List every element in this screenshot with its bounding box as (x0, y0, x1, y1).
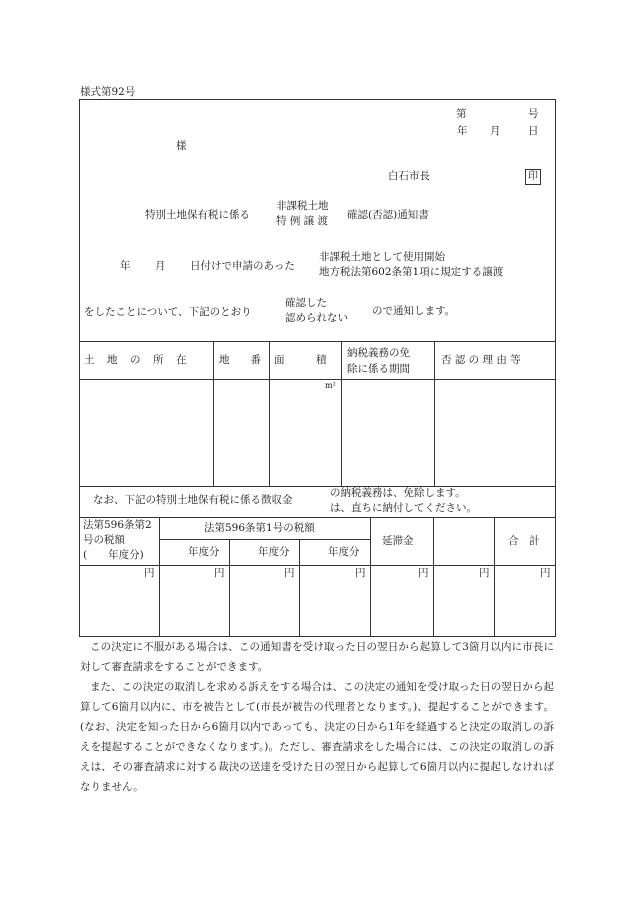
date-day: 日 (528, 125, 539, 137)
tax-table-divider (229, 539, 230, 637)
header-area: 面 積 (274, 354, 327, 366)
date-year: 年 (457, 125, 468, 137)
land-table-header-line (79, 379, 556, 380)
yen-unit: 円 (214, 567, 225, 579)
lawsuit-notice: また、この決定の取消しを求める訴えをする場合は、この決定の通知を受け取った日の翌日から起算して6箇月以内に、市を被告として(市長が被告の代理者となります。)、提起することができます。(なお、決定を知った日から6箇月以内であっても、決定の日から1年を経過すると決定の取消しの訴えを提起することができなくなります。)。ただし、審査請求をした場合には、この決定の取消しの訴えは、その審査請求に対する裁決の送達を受けた日の翌日から起算して6箇月以内に提起しなければなりません。 (80, 681, 554, 793)
header-596-2-line3: ( 年度分) (83, 549, 144, 561)
appeal-notice: この決定に不服がある場合は、この通知書を受け取った日の翌日から起算して3箇月以内に市長に対して審査請求をすることができます。 (80, 641, 554, 673)
header-exemption-period-1: 納税義務の免 (347, 347, 410, 359)
header-lot-number: 地 番 (219, 354, 261, 366)
number-prefix: 第 (456, 108, 467, 120)
title-option-nontaxable: 非課税土地 (276, 200, 329, 212)
tax-table-divider (370, 517, 371, 637)
addressee-suffix: 様 (176, 140, 187, 152)
application-option-use-start: 非課税土地として使用開始 (319, 251, 445, 263)
land-table-divider (213, 341, 214, 487)
application-option-transfer: 地方税法第602条第1項に規定する譲渡 (319, 266, 504, 278)
levy-prefix: なお、下記の特別土地保有税に係る徴収金 (93, 494, 293, 506)
issuer-name: 白石市長 (388, 170, 430, 182)
tax-table-subheader-line (159, 539, 370, 540)
land-table-divider (434, 341, 435, 487)
title-option-special-transfer: 特 例 譲 渡 (276, 215, 329, 227)
number-suffix: 号 (528, 108, 539, 120)
yen-unit: 円 (144, 567, 155, 579)
land-table-divider (341, 341, 342, 487)
title-prefix: 特別土地保有税に係る (145, 209, 250, 221)
header-land-location: 土 地 の 所 在 (84, 354, 188, 366)
application-year: 年 (120, 260, 131, 272)
tax-table-divider (494, 517, 495, 637)
header-total: 合 計 (508, 535, 540, 547)
header-exemption-period-2: 除に係る期間 (347, 363, 410, 375)
levy-option-exempt: の納税義務は、免除します。 (330, 487, 466, 499)
header-fiscal-year-1: 年度分 (188, 546, 220, 558)
date-month: 月 (490, 125, 501, 137)
application-month: 月 (155, 260, 166, 272)
land-table-divider (269, 341, 270, 487)
tax-table-divider (299, 539, 300, 637)
conclusion-option-denied: 認められない (285, 312, 348, 324)
application-dated: 日付けで申請のあった (190, 260, 295, 272)
yen-unit: 円 (479, 567, 490, 579)
tax-table-header-line (79, 565, 556, 566)
title-suffix: 確認(否認)通知書 (347, 209, 429, 221)
yen-unit: 円 (355, 567, 366, 579)
conclusion-option-confirmed: 確認した (285, 297, 327, 309)
header-fiscal-year-2: 年度分 (258, 546, 290, 558)
levy-option-pay: は、直ちに納付してください。 (330, 502, 477, 514)
header-596-2-line2: 号の税額 (83, 534, 125, 546)
header-fiscal-year-3: 年度分 (328, 546, 360, 558)
header-596-1-group: 法第596条第1号の税額 (204, 522, 315, 534)
yen-unit: 円 (418, 567, 429, 579)
tax-table-divider (433, 517, 434, 637)
yen-unit: 円 (284, 567, 295, 579)
form-number: 様式第92号 (80, 86, 136, 98)
conclusion-prefix: をしたことについて、下記のとおり (84, 306, 252, 318)
header-late-fee: 延滞金 (382, 535, 414, 547)
conclusion-suffix: ので通知します。 (372, 305, 456, 317)
area-unit: m² (325, 381, 336, 390)
header-596-2-line1: 法第596条第2 (83, 519, 152, 531)
tax-table-divider (159, 517, 160, 637)
header-denial-reason: 否 認 の 理 由 等 (441, 354, 521, 366)
seal-mark: 印 (525, 169, 541, 185)
yen-unit: 円 (540, 567, 551, 579)
